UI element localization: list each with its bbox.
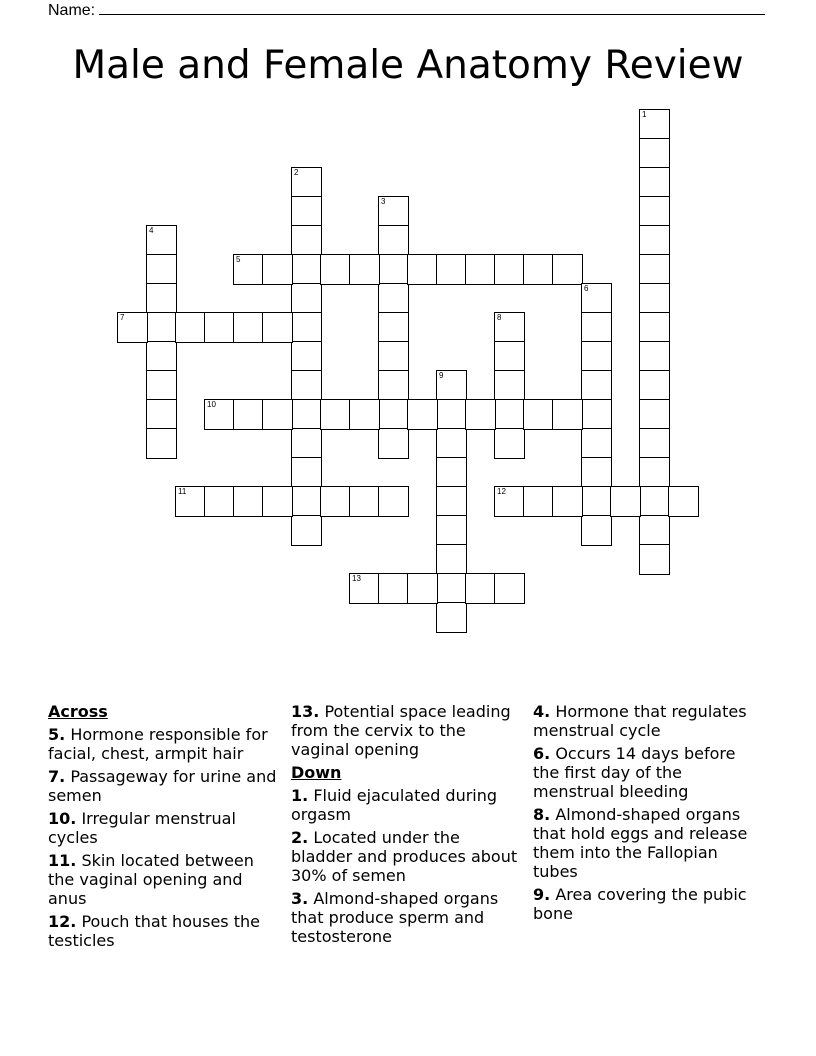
- crossword-cell[interactable]: [204, 399, 235, 430]
- clue-down-8: 8. Almond-shaped organs that hold eggs and release them into the Fallopian tubes: [533, 805, 748, 881]
- crossword-cell[interactable]: [146, 225, 177, 256]
- crossword-cell[interactable]: [204, 486, 235, 517]
- crossword-cell[interactable]: [494, 573, 525, 604]
- crossword-cell[interactable]: [639, 109, 670, 140]
- clue-number-label: 5: [236, 255, 241, 264]
- crossword-cell[interactable]: [494, 370, 525, 401]
- clue-number-label: 11: [178, 487, 187, 496]
- crossword-cell[interactable]: [146, 312, 177, 343]
- crossword-cell[interactable]: [552, 254, 583, 285]
- crossword-cell[interactable]: [639, 196, 670, 227]
- crossword-cell[interactable]: [407, 399, 438, 430]
- crossword-cell[interactable]: [320, 486, 351, 517]
- crossword-cell[interactable]: [349, 399, 380, 430]
- crossword-cell[interactable]: [378, 573, 409, 604]
- crossword-cell[interactable]: [639, 283, 670, 314]
- crossword-cell[interactable]: [233, 312, 264, 343]
- clue-number-label: 9: [439, 371, 444, 380]
- crossword-cell[interactable]: [668, 486, 699, 517]
- crossword-cell[interactable]: [523, 254, 554, 285]
- crossword-cell[interactable]: [552, 399, 583, 430]
- clue-across-10: 10. Irregular menstrual cycles: [48, 809, 236, 847]
- crossword-cell[interactable]: [291, 486, 322, 517]
- crossword-cell[interactable]: [639, 399, 670, 430]
- crossword-cell[interactable]: [581, 341, 612, 372]
- crossword-cell[interactable]: [581, 515, 612, 546]
- clue-down-6: 6. Occurs 14 days before the first day of the menstrual bleeding: [533, 744, 736, 801]
- crossword-cell[interactable]: [233, 254, 264, 285]
- crossword-cell[interactable]: [291, 370, 322, 401]
- clue-across-12: 12. Pouch that houses the testicles: [48, 912, 260, 950]
- crossword-cell[interactable]: [320, 399, 351, 430]
- clue-across-13: 13. Potential space leading from the cervix to the vaginal opening: [291, 702, 511, 759]
- crossword-cell[interactable]: [639, 515, 670, 546]
- crossword-cell[interactable]: [175, 312, 206, 343]
- crossword-cell[interactable]: [291, 399, 322, 430]
- crossword-cell[interactable]: [523, 399, 554, 430]
- crossword-cell[interactable]: [378, 341, 409, 372]
- crossword-cell[interactable]: [494, 341, 525, 372]
- crossword-cell[interactable]: [378, 225, 409, 256]
- clue-down-4: 4. Hormone that regulates menstrual cycle: [533, 702, 747, 740]
- crossword-cell[interactable]: [146, 254, 177, 285]
- clue-across-11: 11. Skin located between the vaginal opening and anus: [48, 851, 254, 908]
- crossword-cell[interactable]: [291, 515, 322, 546]
- crossword-cell[interactable]: [262, 254, 293, 285]
- crossword-cell[interactable]: [436, 544, 467, 575]
- crossword-cell[interactable]: [639, 370, 670, 401]
- name-label: Name:: [48, 2, 96, 19]
- crossword-cell[interactable]: [233, 486, 264, 517]
- crossword-cell[interactable]: [639, 428, 670, 459]
- crossword-cell[interactable]: [436, 457, 467, 488]
- crossword-cell[interactable]: [436, 370, 467, 401]
- crossword-cell[interactable]: [291, 254, 322, 285]
- crossword-cell[interactable]: [581, 486, 612, 517]
- clue-down-9: 9. Area covering the pubic bone: [533, 885, 747, 923]
- crossword-cell[interactable]: [262, 486, 293, 517]
- clue-number-label: 8: [497, 313, 502, 322]
- crossword-cell[interactable]: [291, 167, 322, 198]
- crossword-cell[interactable]: [436, 254, 467, 285]
- crossword-cell[interactable]: [639, 486, 670, 517]
- clues-column-2: [291, 702, 523, 950]
- clue-number-label: 7: [120, 313, 125, 322]
- crossword-cell[interactable]: [581, 399, 612, 430]
- crossword-cell[interactable]: [581, 370, 612, 401]
- crossword-cell[interactable]: [117, 312, 148, 343]
- crossword-cell[interactable]: [378, 196, 409, 227]
- crossword-cell[interactable]: [436, 399, 467, 430]
- crossword-cell[interactable]: [146, 399, 177, 430]
- crossword-cell[interactable]: [378, 428, 409, 459]
- clues-column-3: [533, 702, 765, 927]
- crossword-cell[interactable]: [378, 283, 409, 314]
- crossword-cell[interactable]: [146, 341, 177, 372]
- crossword-cell[interactable]: [639, 167, 670, 198]
- clue-number-label: 13: [352, 574, 361, 583]
- crossword-cell[interactable]: [494, 399, 525, 430]
- clue-down-1: 1. Fluid ejaculated during orgasm: [291, 786, 498, 824]
- clue-across-5: 5. Hormone responsible for facial, chest, armpit hair: [48, 725, 268, 763]
- crossword-cell[interactable]: [175, 486, 206, 517]
- crossword-cell[interactable]: [465, 254, 496, 285]
- clue-number-label: 3: [381, 197, 386, 206]
- clue-number-label: 2: [294, 168, 299, 177]
- crossword-cell[interactable]: [436, 486, 467, 517]
- crossword-cell[interactable]: [610, 486, 641, 517]
- crossword-cell[interactable]: [291, 283, 322, 314]
- crossword-cell[interactable]: [407, 254, 438, 285]
- clue-number-label: 12: [497, 487, 506, 496]
- crossword-cell[interactable]: [146, 283, 177, 314]
- page-title: Male and Female Anatomy Review: [72, 43, 744, 88]
- crossword-cell[interactable]: [436, 515, 467, 546]
- crossword-cell[interactable]: [233, 399, 264, 430]
- clue-number-label: 1: [642, 110, 647, 119]
- crossword-cell[interactable]: [494, 254, 525, 285]
- crossword-cell[interactable]: [465, 573, 496, 604]
- crossword-cell[interactable]: [378, 254, 409, 285]
- crossword-cell[interactable]: [465, 399, 496, 430]
- crossword-cell[interactable]: [639, 138, 670, 169]
- clue-number-label: 10: [207, 400, 216, 409]
- crossword-cell[interactable]: [639, 544, 670, 575]
- crossword-cell[interactable]: [436, 602, 467, 633]
- crossword-cell[interactable]: [291, 341, 322, 372]
- crossword-cell[interactable]: [378, 486, 409, 517]
- crossword-cell[interactable]: [552, 486, 583, 517]
- clue-number-label: 4: [149, 226, 154, 235]
- crossword-cell[interactable]: [494, 312, 525, 343]
- crossword-cell[interactable]: [349, 254, 380, 285]
- crossword-cell[interactable]: [320, 254, 351, 285]
- crossword-cell[interactable]: [494, 486, 525, 517]
- across-heading: Across: [48, 702, 108, 721]
- crossword-cell[interactable]: [262, 312, 293, 343]
- crossword-cell[interactable]: [639, 341, 670, 372]
- crossword-cell[interactable]: [349, 486, 380, 517]
- crossword-cell[interactable]: [639, 225, 670, 256]
- crossword-cell[interactable]: [146, 370, 177, 401]
- clue-across-7: 7. Passageway for urine and semen: [48, 767, 277, 805]
- crossword-cell[interactable]: [378, 312, 409, 343]
- crossword-cell[interactable]: [436, 428, 467, 459]
- down-heading: Down: [291, 763, 342, 782]
- crossword-cell[interactable]: [523, 486, 554, 517]
- clues-column-1: [48, 702, 280, 954]
- crossword-cell[interactable]: [407, 573, 438, 604]
- crossword-cell[interactable]: [146, 428, 177, 459]
- crossword-cell[interactable]: [204, 312, 235, 343]
- crossword-cell[interactable]: [581, 312, 612, 343]
- crossword-cell[interactable]: [291, 312, 322, 343]
- crossword-cell[interactable]: [291, 457, 322, 488]
- clue-down-3: 3. Almond-shaped organs that produce sperm and testosterone: [291, 889, 499, 946]
- crossword-cell[interactable]: [639, 254, 670, 285]
- crossword-cell[interactable]: [639, 457, 670, 488]
- crossword-cell[interactable]: [581, 283, 612, 314]
- crossword-cell[interactable]: [494, 428, 525, 459]
- crossword-cell[interactable]: [436, 573, 467, 604]
- crossword-cell[interactable]: [349, 573, 380, 604]
- clue-number-label: 6: [584, 284, 589, 293]
- crossword-cell[interactable]: [262, 399, 293, 430]
- crossword-cell[interactable]: [581, 428, 612, 459]
- crossword-cell[interactable]: [291, 428, 322, 459]
- crossword-cell[interactable]: [581, 457, 612, 488]
- crossword-cell[interactable]: [378, 370, 409, 401]
- crossword-cell[interactable]: [378, 399, 409, 430]
- crossword-cell[interactable]: [291, 196, 322, 227]
- crossword-cell[interactable]: [639, 312, 670, 343]
- clue-down-2: 2. Located under the bladder and produces about 30% of semen: [291, 828, 518, 885]
- crossword-cell[interactable]: [291, 225, 322, 256]
